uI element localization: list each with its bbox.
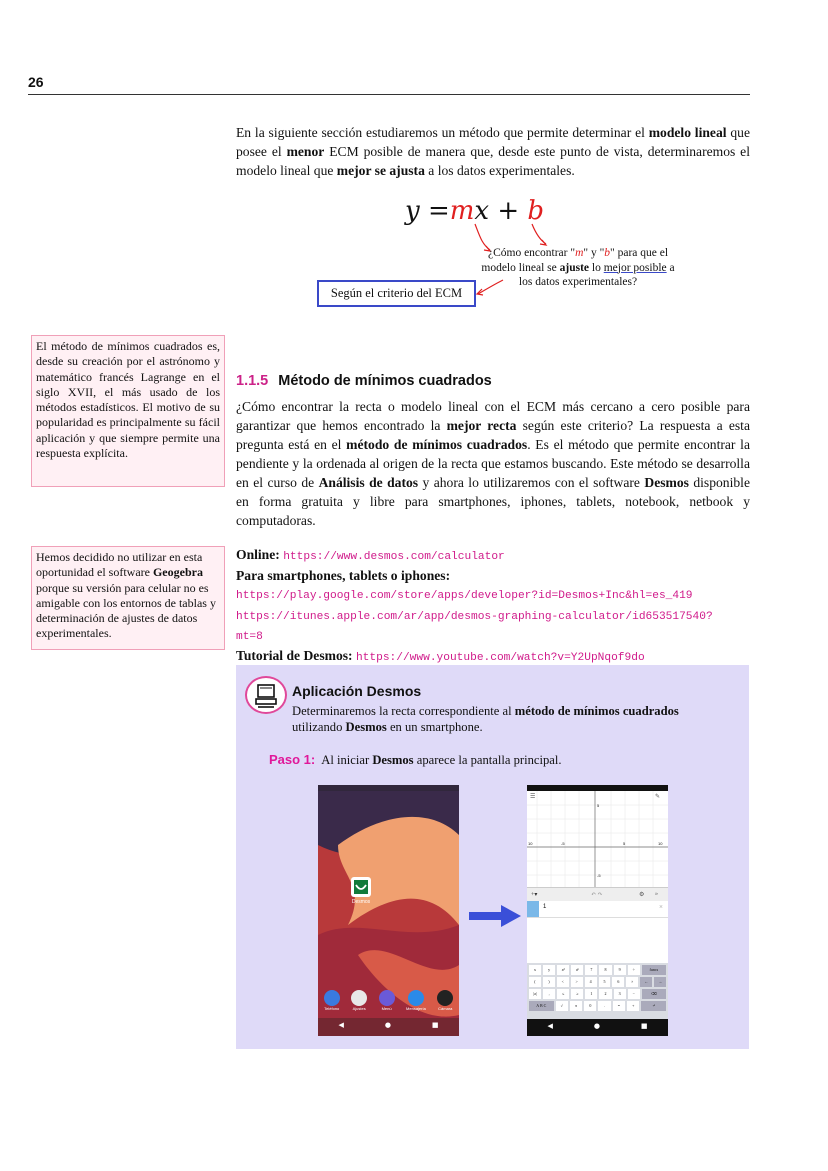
dock-camera[interactable] (437, 990, 453, 1011)
dock-messaging[interactable] (406, 990, 426, 1011)
enter-key[interactable]: ↵ (641, 1001, 666, 1011)
row-divider (527, 917, 668, 918)
note2-bold: Geogebra (152, 565, 203, 580)
app-bold-2: Desmos (345, 719, 387, 734)
left-arrow-key[interactable]: ← (640, 977, 652, 987)
expression-list (527, 901, 668, 963)
key[interactable]: y (543, 965, 555, 975)
section-title: Método de mínimos cuadrados (278, 373, 492, 389)
app-text-3: en un smartphone. (386, 719, 483, 734)
q-underline: mejor posible (603, 261, 667, 274)
formula-y: y (405, 196, 420, 226)
sec-text-3: . Es el método que permite encontrar la pendiente y la ordenada al origen de la recta que estamos buscando. Este método se desarrolla en el curso de (236, 437, 750, 490)
keypad-row-2 (529, 977, 666, 987)
online-label: Online: (236, 547, 280, 562)
phone-icon (324, 990, 340, 1006)
settings-gear-icon[interactable]: ⚙ (639, 892, 645, 898)
expression-input[interactable]: 1 (543, 904, 547, 910)
android-nav-bar (527, 1022, 668, 1030)
dock-label: Cámara (438, 1006, 453, 1011)
step-label: Paso 1: (269, 752, 316, 767)
arrow-to-b (532, 224, 546, 244)
key[interactable]: x (529, 965, 541, 975)
sec-text-5: disponible en forma gratuita y libre para smartphones, iphones, tablets, notebook, netbook y computadoras. (236, 475, 750, 528)
key[interactable]: 3 (614, 989, 626, 999)
sec-bold-4: Desmos (644, 475, 689, 490)
home-dock (318, 990, 459, 1011)
right-arrow-icon (469, 905, 521, 927)
key[interactable]: ) (543, 977, 555, 987)
expression-row-marker (527, 901, 539, 917)
formula-plus: + (497, 196, 520, 226)
apps-grid-icon (379, 990, 395, 1006)
smartphones-label: Para smartphones, tablets o iphones: (236, 567, 451, 583)
q-m: m (575, 247, 584, 259)
phone-home-screenshot (318, 785, 459, 1036)
section-paragraph (236, 397, 750, 530)
sec-text-4: y ahora lo utilizaremos con el software (418, 475, 645, 490)
formula-x: x (474, 196, 490, 226)
close-icon[interactable]: × (659, 903, 663, 911)
wrench-icon[interactable]: ✎ (655, 794, 661, 800)
key[interactable]: ≥ (571, 989, 583, 999)
key[interactable]: a² (557, 965, 569, 975)
gear-icon (351, 990, 367, 1006)
key[interactable]: 6 (612, 977, 624, 987)
side-note-geogebra (31, 546, 225, 650)
axis-label: 10 (658, 841, 663, 846)
undo-icon[interactable]: ↶ ↷ (591, 892, 603, 898)
phone-desmos-screenshot (527, 785, 668, 1036)
key[interactable]: ÷ (628, 965, 640, 975)
backspace-key[interactable]: ⌫ (642, 989, 666, 999)
q-text-4: lo (589, 261, 604, 274)
q-text-2: " y " (583, 247, 605, 259)
sec-bold-3: Análisis de datos (318, 475, 419, 490)
note2-text-1: Hemos decidido no utilizar en esta oportunidad el software (36, 550, 203, 580)
home-icon[interactable]: ● (384, 1021, 391, 1029)
key[interactable]: ( (529, 977, 541, 987)
key[interactable]: 0 (584, 1001, 596, 1011)
question-note (480, 246, 676, 290)
key[interactable]: 2 (599, 989, 611, 999)
intro-paragraph (236, 123, 750, 180)
app-bold-1: método de mínimos cuadrados (514, 704, 679, 718)
intro-bold-3: mejor se ajusta (336, 163, 425, 178)
q-text-5: a los datos experimentales? (518, 261, 675, 288)
sec-bold-2: método de mínimos cuadrados (346, 437, 528, 452)
dock-phone[interactable] (324, 990, 340, 1011)
note2-text-2: porque su versión para celular no es amigable con los entornos de tablas y determinación de ajustes de datos experimentales. (36, 580, 216, 641)
axis-label: 5 (623, 841, 626, 846)
intro-text-1: En la siguiente sección estudiaremos un método que permite determinar el (236, 125, 649, 140)
desmos-graph-area (527, 791, 668, 887)
axis-label: 5 (597, 803, 600, 808)
q-b: b (604, 247, 611, 259)
dock-label: Ajustes (352, 1006, 366, 1011)
keypad-row-1 (529, 965, 666, 975)
formula-equals: = (427, 196, 450, 226)
key[interactable]: = (613, 1001, 625, 1011)
functions-key[interactable]: funcs (642, 965, 666, 975)
abc-key[interactable]: A B C (529, 1001, 554, 1011)
android-nav-bar (318, 1021, 459, 1029)
formula-m: m (449, 196, 475, 226)
dock-label: Teléfono (324, 1006, 340, 1011)
q-text-1: ¿Cómo encontrar " (487, 247, 576, 259)
section-number: 1.1.5 (236, 373, 269, 389)
itunes-link[interactable]: https://itunes.apple.com/ar/app/desmos-graphing-calculator/id653517540? (236, 610, 713, 623)
key[interactable]: 9 (614, 965, 626, 975)
sec-text-1: ¿Cómo encontrar la recta o modelo lineal con el ECM más cercano a cero posible para garantizar que hemos encontrado la (236, 399, 750, 433)
links-block (236, 546, 796, 667)
key[interactable]: aᵇ (571, 965, 583, 975)
key[interactable]: 7 (585, 965, 597, 975)
online-link[interactable]: https://www.desmos.com/calculator (283, 551, 505, 563)
app-box-text (292, 704, 732, 735)
intro-bold-1: modelo lineal (648, 125, 727, 140)
key[interactable]: × (626, 977, 638, 987)
key[interactable]: 4 (585, 977, 597, 987)
dock-label: Mensajería (406, 1006, 426, 1011)
step-bold: Desmos (372, 753, 414, 767)
keypad-row-4 (529, 1001, 666, 1011)
play-store-link[interactable]: https://play.google.com/store/apps/developer?id=Desmos+Inc&hl=es_419 (236, 590, 693, 602)
criterion-box: Según el criterio del ECM (317, 280, 476, 307)
side-note-least-squares: El método de mínimos cuadrados es, desde su creación por el astrónomo y matemático francés Lagrange en el siglo XVII, el más usado de los métodos estadísticos. El motivo de su popularidad es principalmente su fácil aplicación y que siempre permite una respuesta explícita. (31, 335, 225, 487)
page-number: 26 (28, 74, 44, 90)
back-icon[interactable]: ◀ (547, 1022, 553, 1030)
axis-label: 10 (528, 841, 533, 846)
key[interactable]: > (571, 977, 583, 987)
formula-b: b (527, 196, 545, 226)
recents-icon[interactable]: ■ (640, 1022, 648, 1030)
keypad-row-3 (529, 989, 666, 999)
intro-bold-2: menor (286, 144, 325, 159)
key[interactable]: < (557, 977, 569, 987)
collapse-icon[interactable]: » (655, 891, 658, 897)
right-arrow-key[interactable]: → (654, 977, 666, 987)
axis-label: -5 (597, 873, 601, 878)
header-rule (28, 94, 750, 95)
app-text-2: utilizando (292, 719, 346, 734)
sec-bold-1: mejor recta (446, 418, 517, 433)
hamburger-menu-icon[interactable]: ☰ (530, 794, 536, 800)
desmos-keypad (527, 963, 668, 1019)
q-bold: ajuste (559, 261, 590, 274)
axis-label: -5 (561, 841, 565, 846)
arrow-head-b (540, 240, 546, 245)
intro-text-4: a los datos experimentales. (424, 163, 575, 178)
computer-icon-svg (247, 678, 285, 712)
message-icon (408, 990, 424, 1006)
desmos-app-label: Desmos (351, 899, 371, 905)
dock-settings[interactable] (351, 990, 367, 1011)
key[interactable]: 8 (599, 965, 611, 975)
dock-label: Menú (381, 1006, 392, 1011)
key[interactable]: . (598, 1001, 610, 1011)
intro-text-2: que posee el (236, 125, 750, 159)
camera-icon (437, 990, 453, 1006)
key[interactable]: + (627, 1001, 639, 1011)
key[interactable]: , (543, 989, 555, 999)
key[interactable]: π (570, 1001, 582, 1011)
key[interactable]: 5 (599, 977, 611, 987)
app-text-1: Determinaremos la recta correspondiente al (292, 704, 515, 718)
computer-icon (245, 676, 287, 714)
expression-toolbar (527, 887, 668, 902)
add-expression-icon[interactable]: +▾ (531, 892, 538, 898)
tutorial-link[interactable]: https://www.youtube.com/watch?v=Y2UpNqof9do (355, 651, 645, 664)
section-heading (236, 373, 492, 389)
dock-menu[interactable] (379, 990, 395, 1011)
step-1 (269, 752, 561, 768)
itunes-link-cont[interactable]: mt=8 (236, 631, 263, 643)
step-text-2: aparece la pantalla principal. (413, 753, 562, 767)
q-text-3: " para que el modelo lineal se (481, 247, 669, 274)
key[interactable]: − (628, 989, 640, 999)
key[interactable]: √ (556, 1001, 568, 1011)
step-text-1: Al iniciar (321, 753, 373, 767)
key[interactable]: 1 (585, 989, 597, 999)
key[interactable]: ≤ (557, 989, 569, 999)
sec-text-2: según este criterio? La respuesta a esta pregunta está en el (236, 418, 750, 452)
desmos-app-icon[interactable] (351, 877, 371, 897)
tutorial-label: Tutorial de Desmos: (236, 647, 353, 663)
intro-text-3: ECM posible de manera que, desde este punto de vista, determinaremos el modelo lineal que (236, 144, 750, 178)
key[interactable]: |a| (529, 989, 541, 999)
back-icon[interactable]: ◀ (338, 1021, 344, 1029)
home-icon[interactable]: ● (593, 1022, 600, 1030)
app-box-title: Aplicación Desmos (292, 683, 422, 699)
recents-icon[interactable]: ■ (431, 1021, 439, 1029)
